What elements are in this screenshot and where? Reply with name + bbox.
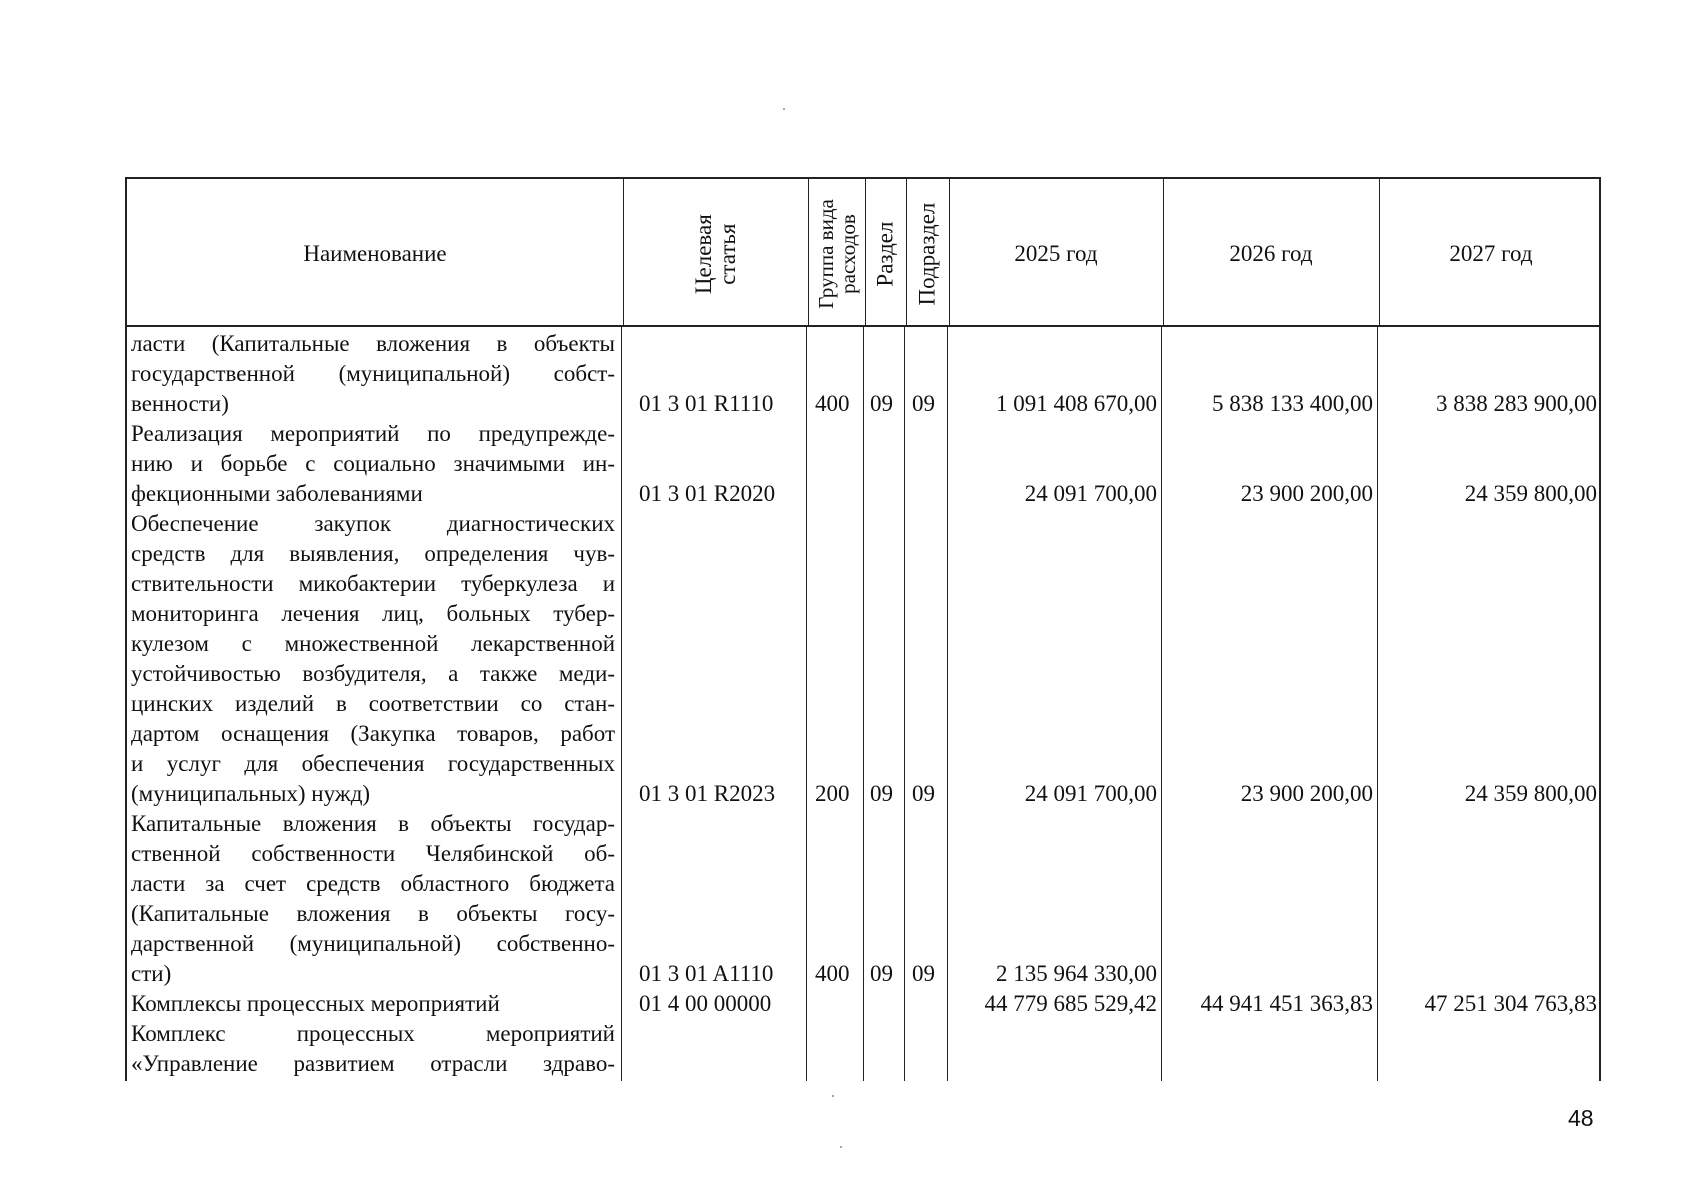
body-divider [1161, 327, 1162, 1081]
row-2-line-6: устойчивостью возбудителя, а также меди- [131, 661, 615, 686]
body-divider [904, 327, 905, 1081]
row-2-subsection: 09 [912, 781, 935, 806]
row-2-line-4: мониторинга лечения лиц, больных тубер- [131, 601, 615, 626]
row-0-subsection: 09 [912, 391, 935, 416]
row-2-line-5: кулезом с множественной лекарственной [131, 631, 615, 656]
header-target-article-line2: статья [714, 223, 740, 285]
row-1-year-2026: 23 900 200,00 [1240, 481, 1373, 506]
header-year-2025 [949, 179, 1163, 329]
row-2-line-8: дартом оснащения (Закупка товаров, работ [131, 721, 615, 746]
scan-speck [783, 108, 785, 110]
row-5-line-2: «Управление развитием отрасли здраво- [131, 1051, 615, 1076]
row-1-line-3: фекционными заболеваниями [131, 481, 423, 506]
row-1-year-2027: 24 359 800,00 [1464, 481, 1597, 506]
row-0-year-2027: 3 838 283 900,00 [1436, 391, 1597, 416]
scan-speck [840, 1146, 842, 1148]
table-row-5-name [125, 1019, 621, 1079]
row-3-line-2: ственной собственности Челябинской об- [131, 841, 615, 866]
header-expense-group-line2: расходов [835, 214, 860, 294]
table-header [125, 177, 1601, 327]
row-2-line-2: средств для выявления, определения чув- [131, 541, 615, 566]
row-0-year-2026: 5 838 133 400,00 [1212, 391, 1373, 416]
row-2-expense-group: 200 [815, 781, 850, 806]
header-expense-group [808, 179, 865, 329]
row-5-line-1: Комплекс процессных мероприятий [131, 1021, 615, 1046]
row-4-year-2025: 44 779 685 529,42 [984, 991, 1157, 1016]
table-row-2-name [125, 509, 621, 809]
row-4-target-article: 01 4 00 00000 [639, 991, 772, 1016]
table-body [125, 327, 1601, 1081]
row-2-line-9: и услуг для обеспечения государственных [131, 751, 615, 776]
body-divider [621, 327, 622, 1081]
row-0-line-3: венности) [131, 391, 229, 416]
row-2-line-10: (муниципальных) нужд) [131, 781, 371, 806]
header-name [127, 179, 623, 329]
budget-table [125, 177, 1601, 1081]
row-2-year-2026: 23 900 200,00 [1240, 781, 1373, 806]
row-1-line-2: нию и борьбе с социально значимыми ин- [131, 451, 615, 476]
table-row-4-name [125, 989, 621, 1019]
row-2-year-2027: 24 359 800,00 [1464, 781, 1597, 806]
body-divider [1599, 327, 1601, 1081]
row-3-line-1: Капитальные вложения в объекты государ- [131, 811, 615, 836]
row-2-line-7: цинских изделий в соответствии со стан- [131, 691, 615, 716]
header-year-2025-label: 2025 год [1014, 241, 1098, 266]
header-expense-group-line1: Группа вида [813, 199, 838, 309]
row-3-line-5: дарственной (муниципальной) собственно- [131, 931, 615, 956]
row-3-subsection: 09 [912, 961, 935, 986]
row-2-section: 09 [870, 781, 893, 806]
body-divider [863, 327, 864, 1081]
header-name-label: Наименование [303, 241, 447, 266]
header-section [865, 179, 906, 329]
table-row-3-name [125, 809, 621, 989]
header-section-label: Раздел [872, 221, 898, 287]
header-subsection-label: Подраздел [914, 202, 940, 306]
row-3-line-4: (Капитальные вложения в объекты госу- [131, 901, 615, 926]
row-2-line-1: Обеспечение закупок диагностических [131, 511, 615, 536]
row-4-year-2027: 47 251 304 763,83 [1424, 991, 1597, 1016]
row-3-year-2025: 2 135 964 330,00 [996, 961, 1157, 986]
row-0-year-2025: 1 091 408 670,00 [996, 391, 1157, 416]
row-0-line-1: ласти (Капитальные вложения в объекты [131, 331, 615, 356]
row-3-section: 09 [870, 961, 893, 986]
row-3-target-article: 01 3 01 A1110 [639, 961, 774, 986]
row-0-target-article: 01 3 01 R1110 [639, 391, 774, 416]
row-0-section: 09 [870, 391, 893, 416]
header-year-2026 [1163, 179, 1379, 329]
row-1-year-2025: 24 091 700,00 [1024, 481, 1157, 506]
row-2-line-3: ствительности микобактерии туберкулеза и [131, 571, 615, 596]
header-year-2026-label: 2026 год [1229, 241, 1313, 266]
table-row-1-name [125, 419, 621, 509]
table-row-0-name [125, 329, 621, 419]
page-number: 48 [1568, 1105, 1594, 1131]
row-3-line-3: ласти за счет средств областного бюджета [131, 871, 615, 896]
row-0-expense-group: 400 [815, 391, 850, 416]
body-divider [1377, 327, 1378, 1081]
row-4-year-2026: 44 941 451 363,83 [1200, 991, 1373, 1016]
header-subsection [906, 179, 949, 329]
row-0-line-2: государственной (муниципальной) собст- [131, 361, 615, 386]
row-3-line-6: сти) [131, 961, 172, 986]
row-3-expense-group: 400 [815, 961, 850, 986]
body-divider [806, 327, 807, 1081]
header-year-2027-label: 2027 год [1449, 241, 1533, 266]
scan-speck [832, 1095, 834, 1097]
row-4-line-1: Комплексы процессных мероприятий [131, 991, 500, 1016]
header-target-article [623, 179, 808, 329]
header-target-article-line1: Целевая [690, 214, 716, 294]
row-1-target-article: 01 3 01 R2020 [639, 481, 776, 506]
row-2-target-article: 01 3 01 R2023 [639, 781, 776, 806]
row-1-line-1: Реализация мероприятий по предупрежде- [131, 421, 615, 446]
row-2-year-2025: 24 091 700,00 [1024, 781, 1157, 806]
header-year-2027 [1379, 179, 1603, 329]
